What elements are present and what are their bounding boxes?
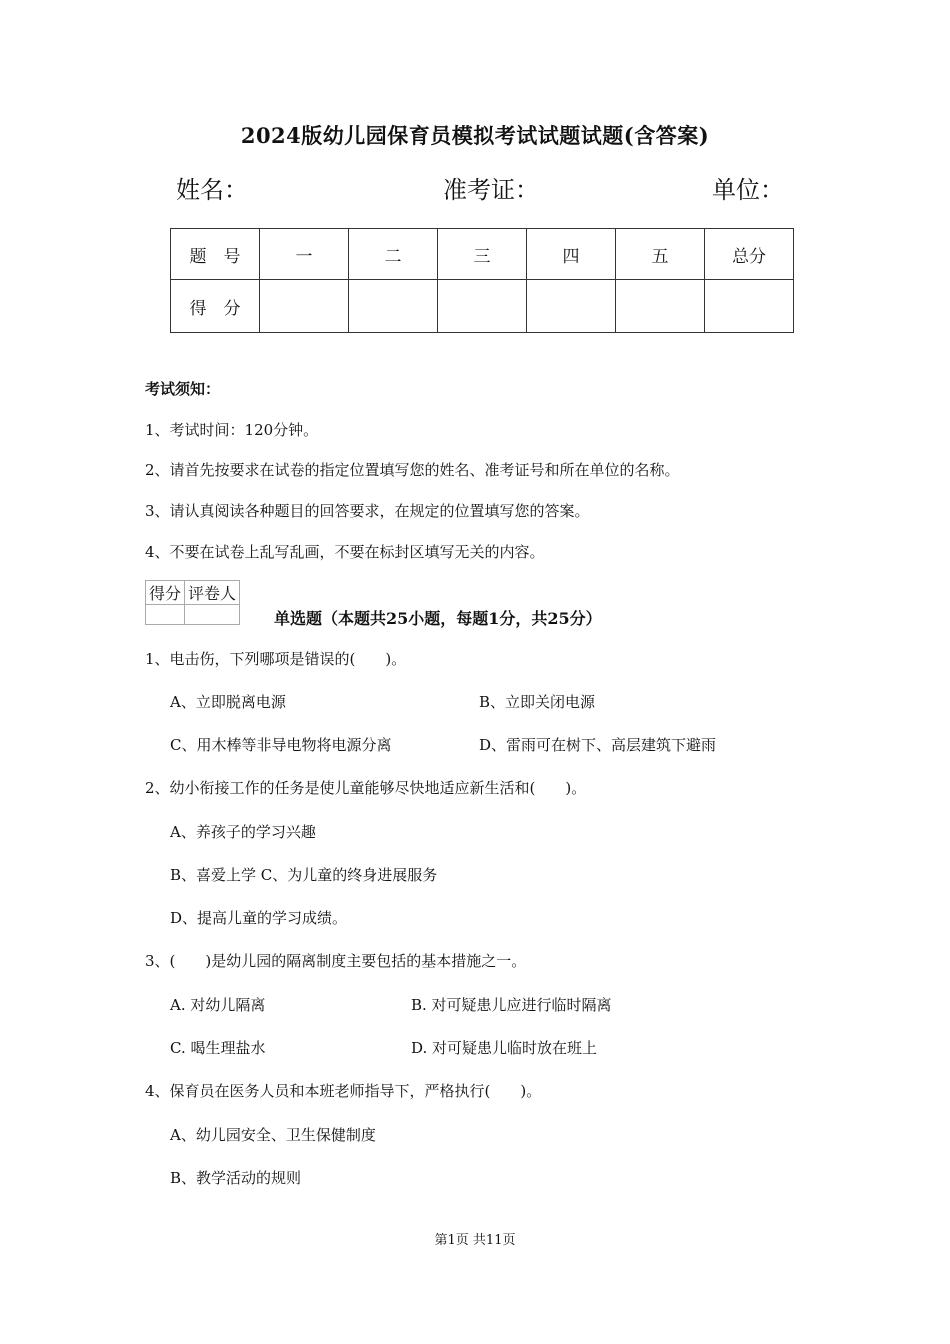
- question-option: B. 对可疑患儿应进行临时隔离: [411, 996, 612, 1014]
- score-header-5: 五: [616, 229, 705, 280]
- grader-box: [145, 580, 240, 625]
- section-title: 单选题（本题共25小题，每题1分，共25分）: [274, 609, 602, 628]
- score-table-header-row: [171, 229, 794, 280]
- score-header-4: 四: [527, 229, 616, 280]
- notice-heading: 考试须知：: [145, 380, 221, 398]
- score-cell-total: [705, 280, 794, 333]
- grader-name-cell: [185, 605, 240, 625]
- score-table: [170, 228, 794, 333]
- notice-item: 4、不要在试卷上乱写乱画，不要在标封区填写无关的内容。: [145, 543, 545, 561]
- question-option: C. 喝生理盐水: [170, 1039, 266, 1057]
- question-option: B、教学活动的规则: [170, 1169, 302, 1187]
- question-option: B、立即关闭电源: [479, 693, 596, 711]
- question-stem: 2、幼小衔接工作的任务是使儿童能够尽快地适应新生活和( )。: [145, 779, 587, 797]
- question-option: A、幼儿园安全、卫生保健制度: [170, 1126, 376, 1144]
- grader-name-label: 评卷人: [185, 581, 240, 605]
- score-header-2: 二: [349, 229, 438, 280]
- question-option: C、用木棒等非导电物将电源分离: [170, 736, 392, 754]
- question-option: A、立即脱离电源: [170, 693, 286, 711]
- notice-item: 1、考试时间：120分钟。: [145, 421, 319, 439]
- exam-id-label: 准考证：: [443, 176, 539, 204]
- page-title: 2024版幼儿园保育员模拟考试试题试题(含答案): [240, 123, 710, 148]
- score-header-total: 总分: [705, 229, 794, 280]
- question-option: D. 对可疑患儿临时放在班上: [411, 1039, 598, 1057]
- score-header-3: 三: [438, 229, 527, 280]
- question-stem: 1、电击伤，下列哪项是错误的( )。: [145, 650, 407, 668]
- score-cell-2: [349, 280, 438, 333]
- grader-score-cell: [146, 605, 185, 625]
- score-header-label: 题 号: [171, 229, 260, 280]
- question-option: D、提高儿童的学习成绩。: [170, 909, 348, 927]
- notice-item: 2、请首先按要求在试卷的指定位置填写您的姓名、准考证号和所在单位的名称。: [145, 461, 680, 479]
- question-option: A. 对幼儿隔离: [170, 996, 266, 1014]
- notice-item: 3、请认真阅读各种题目的回答要求，在规定的位置填写您的答案。: [145, 502, 590, 520]
- score-cell-1: [260, 280, 349, 333]
- grader-score-label: 得分: [146, 581, 185, 605]
- page-footer: 第1页 共11页: [434, 1233, 516, 1248]
- score-header-1: 一: [260, 229, 349, 280]
- name-label: 姓名：: [176, 176, 248, 204]
- question-option: B、喜爱上学 C、为儿童的终身进展服务: [170, 866, 438, 884]
- score-row-label: 得 分: [171, 280, 260, 333]
- score-cell-3: [438, 280, 527, 333]
- unit-label: 单位：: [712, 176, 784, 204]
- question-option: D、雷雨可在树下、高层建筑下避雨: [479, 736, 717, 754]
- question-stem: 3、( )是幼儿园的隔离制度主要包括的基本措施之一。: [145, 952, 527, 970]
- score-cell-5: [616, 280, 705, 333]
- score-table-score-row: [171, 280, 794, 333]
- question-stem: 4、保育员在医务人员和本班老师指导下，严格执行( )。: [145, 1082, 542, 1100]
- score-cell-4: [527, 280, 616, 333]
- question-option: A、养孩子的学习兴趣: [170, 823, 316, 841]
